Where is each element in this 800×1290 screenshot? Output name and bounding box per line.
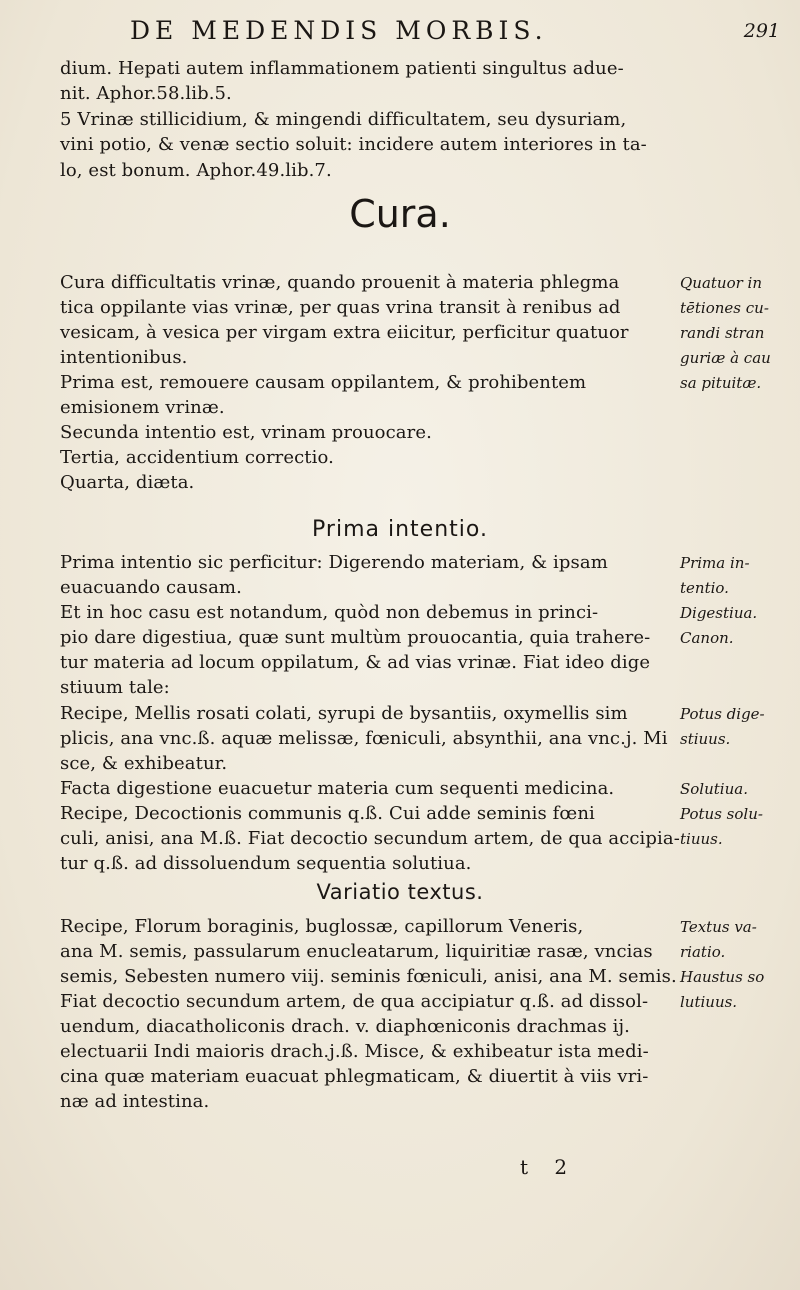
text-line: Recipe, Decoctionis communis q.ß. Cui adde seminis fœni bbox=[60, 803, 595, 824]
margin-note: Quatuor in bbox=[680, 274, 763, 292]
text-line: 5 Vrinæ stillicidium, & mingendi difficultatem, seu dysuriam, bbox=[60, 109, 627, 130]
text-line: Recipe, Florum boraginis, buglossæ, capillorum Veneris, bbox=[60, 916, 584, 937]
text-line: lo, est bonum. Aphor.49.lib.7. bbox=[60, 160, 332, 181]
text-line: semis, Sebesten numero viij. seminis fœniculi, anisi, ana M. semis. bbox=[60, 966, 677, 987]
text-line: tur q.ß. ad dissoluendum sequentia solutiua. bbox=[60, 853, 472, 874]
text-line: Quarta, diæta. bbox=[60, 472, 195, 493]
text-line: plicis, ana vnc.ß. aquæ melissæ, fœniculi, absynthii, ana vnc.j. Mi bbox=[60, 728, 668, 749]
margin-note: randi stran bbox=[680, 324, 765, 342]
text-line: Cura difficultatis vrinæ, quando prouenit à materia phlegma bbox=[60, 272, 620, 293]
text-line: Prima est, remouere causam oppilantem, & prohibentem bbox=[60, 372, 587, 393]
text-line: sce, & exhibeatur. bbox=[60, 753, 228, 774]
margin-note: stiuus. bbox=[680, 730, 731, 748]
text-line: Facta digestione euacuetur materia cum sequenti medicina. bbox=[60, 778, 615, 799]
section-heading-prima-intentio: Prima intentio. bbox=[312, 517, 488, 542]
section-heading-variatio: Variatio textus. bbox=[316, 880, 484, 904]
text-line: Tertia, accidentium correctio. bbox=[60, 447, 334, 468]
text-line: næ ad intestina. bbox=[60, 1091, 210, 1112]
text-line: vini potio, & venæ sectio soluit: incidere autem interiores in ta- bbox=[60, 134, 647, 155]
margin-note: tētiones cu- bbox=[680, 299, 769, 317]
margin-note: riatio. bbox=[680, 943, 726, 961]
page-number: 291 bbox=[743, 20, 780, 42]
margin-note: lutiuus. bbox=[680, 993, 738, 1011]
margin-note: Prima in- bbox=[680, 554, 750, 572]
margin-note: Canon. bbox=[680, 629, 734, 647]
margin-note: Solutiua. bbox=[680, 780, 748, 798]
text-line: Recipe, Mellis rosati colati, syrupi de bysantiis, oxymellis sim bbox=[60, 703, 628, 724]
text-line: stiuum tale: bbox=[60, 677, 170, 698]
text-line: vesicam, à vesica per virgam extra eiicitur, perficitur quatuor bbox=[60, 322, 629, 343]
page-header bbox=[60, 12, 780, 52]
text-line: Secunda intentio est, vrinam prouocare. bbox=[60, 422, 432, 443]
text-line: dium. Hepati autem inflammationem patienti singultus adue- bbox=[60, 58, 624, 79]
text-line: tur materia ad locum oppilatum, & ad vias vrinæ. Fiat ideo dige bbox=[60, 652, 651, 673]
text-line: Prima intentio sic perficitur: Digerendo materiam, & ipsam bbox=[60, 552, 608, 573]
text-line: uendum, diacatholiconis drach. v. diaphœniconis drachmas ij. bbox=[60, 1016, 630, 1037]
section-heading-cura: Cura. bbox=[349, 192, 451, 236]
margin-note: Potus dige- bbox=[680, 705, 765, 723]
margin-note: Textus va- bbox=[680, 918, 757, 936]
text-line: pio dare digestiua, quæ sunt multùm prouocantia, quia trahere- bbox=[60, 627, 651, 648]
text-line: intentionibus. bbox=[60, 347, 188, 368]
margin-note: Digestiua. bbox=[680, 604, 758, 622]
text-line: electuarii Indi maioris drach.j.ß. Misce, & exhibeatur ista medi- bbox=[60, 1041, 649, 1062]
text-line: emisionem vrinæ. bbox=[60, 397, 225, 418]
text-line: euacuando causam. bbox=[60, 577, 242, 598]
text-line: culi, anisi, ana M.ß. Fiat decoctio secundum artem, de qua accipia- bbox=[60, 828, 680, 849]
margin-note: tentio. bbox=[680, 579, 729, 597]
text-line: ana M. semis, passularum enucleatarum, liquiritiæ rasæ, vncias bbox=[60, 941, 653, 962]
margin-note: Haustus so bbox=[680, 968, 765, 986]
text-line: Fiat decoctio secundum artem, de qua accipiatur q.ß. ad dissol- bbox=[60, 991, 649, 1012]
text-line: nit. Aphor.58.lib.5. bbox=[60, 83, 232, 104]
signature-mark: t 2 bbox=[520, 1155, 578, 1179]
text-line: tica oppilante vias vrinæ, per quas vrina transit à renibus ad bbox=[60, 297, 621, 318]
margin-note: tiuus. bbox=[680, 830, 723, 848]
text-line: Et in hoc casu est notandum, quòd non debemus in princi- bbox=[60, 602, 599, 623]
running-head: DE MEDENDIS MORBIS. bbox=[130, 16, 548, 45]
margin-note: sa pituitæ. bbox=[680, 374, 762, 392]
text-line: cina quæ materiam euacuat phlegmaticam, & diuertit à viis vri- bbox=[60, 1066, 649, 1087]
margin-note: Potus solu- bbox=[680, 805, 763, 823]
margin-note: guriæ à cau bbox=[680, 349, 771, 367]
